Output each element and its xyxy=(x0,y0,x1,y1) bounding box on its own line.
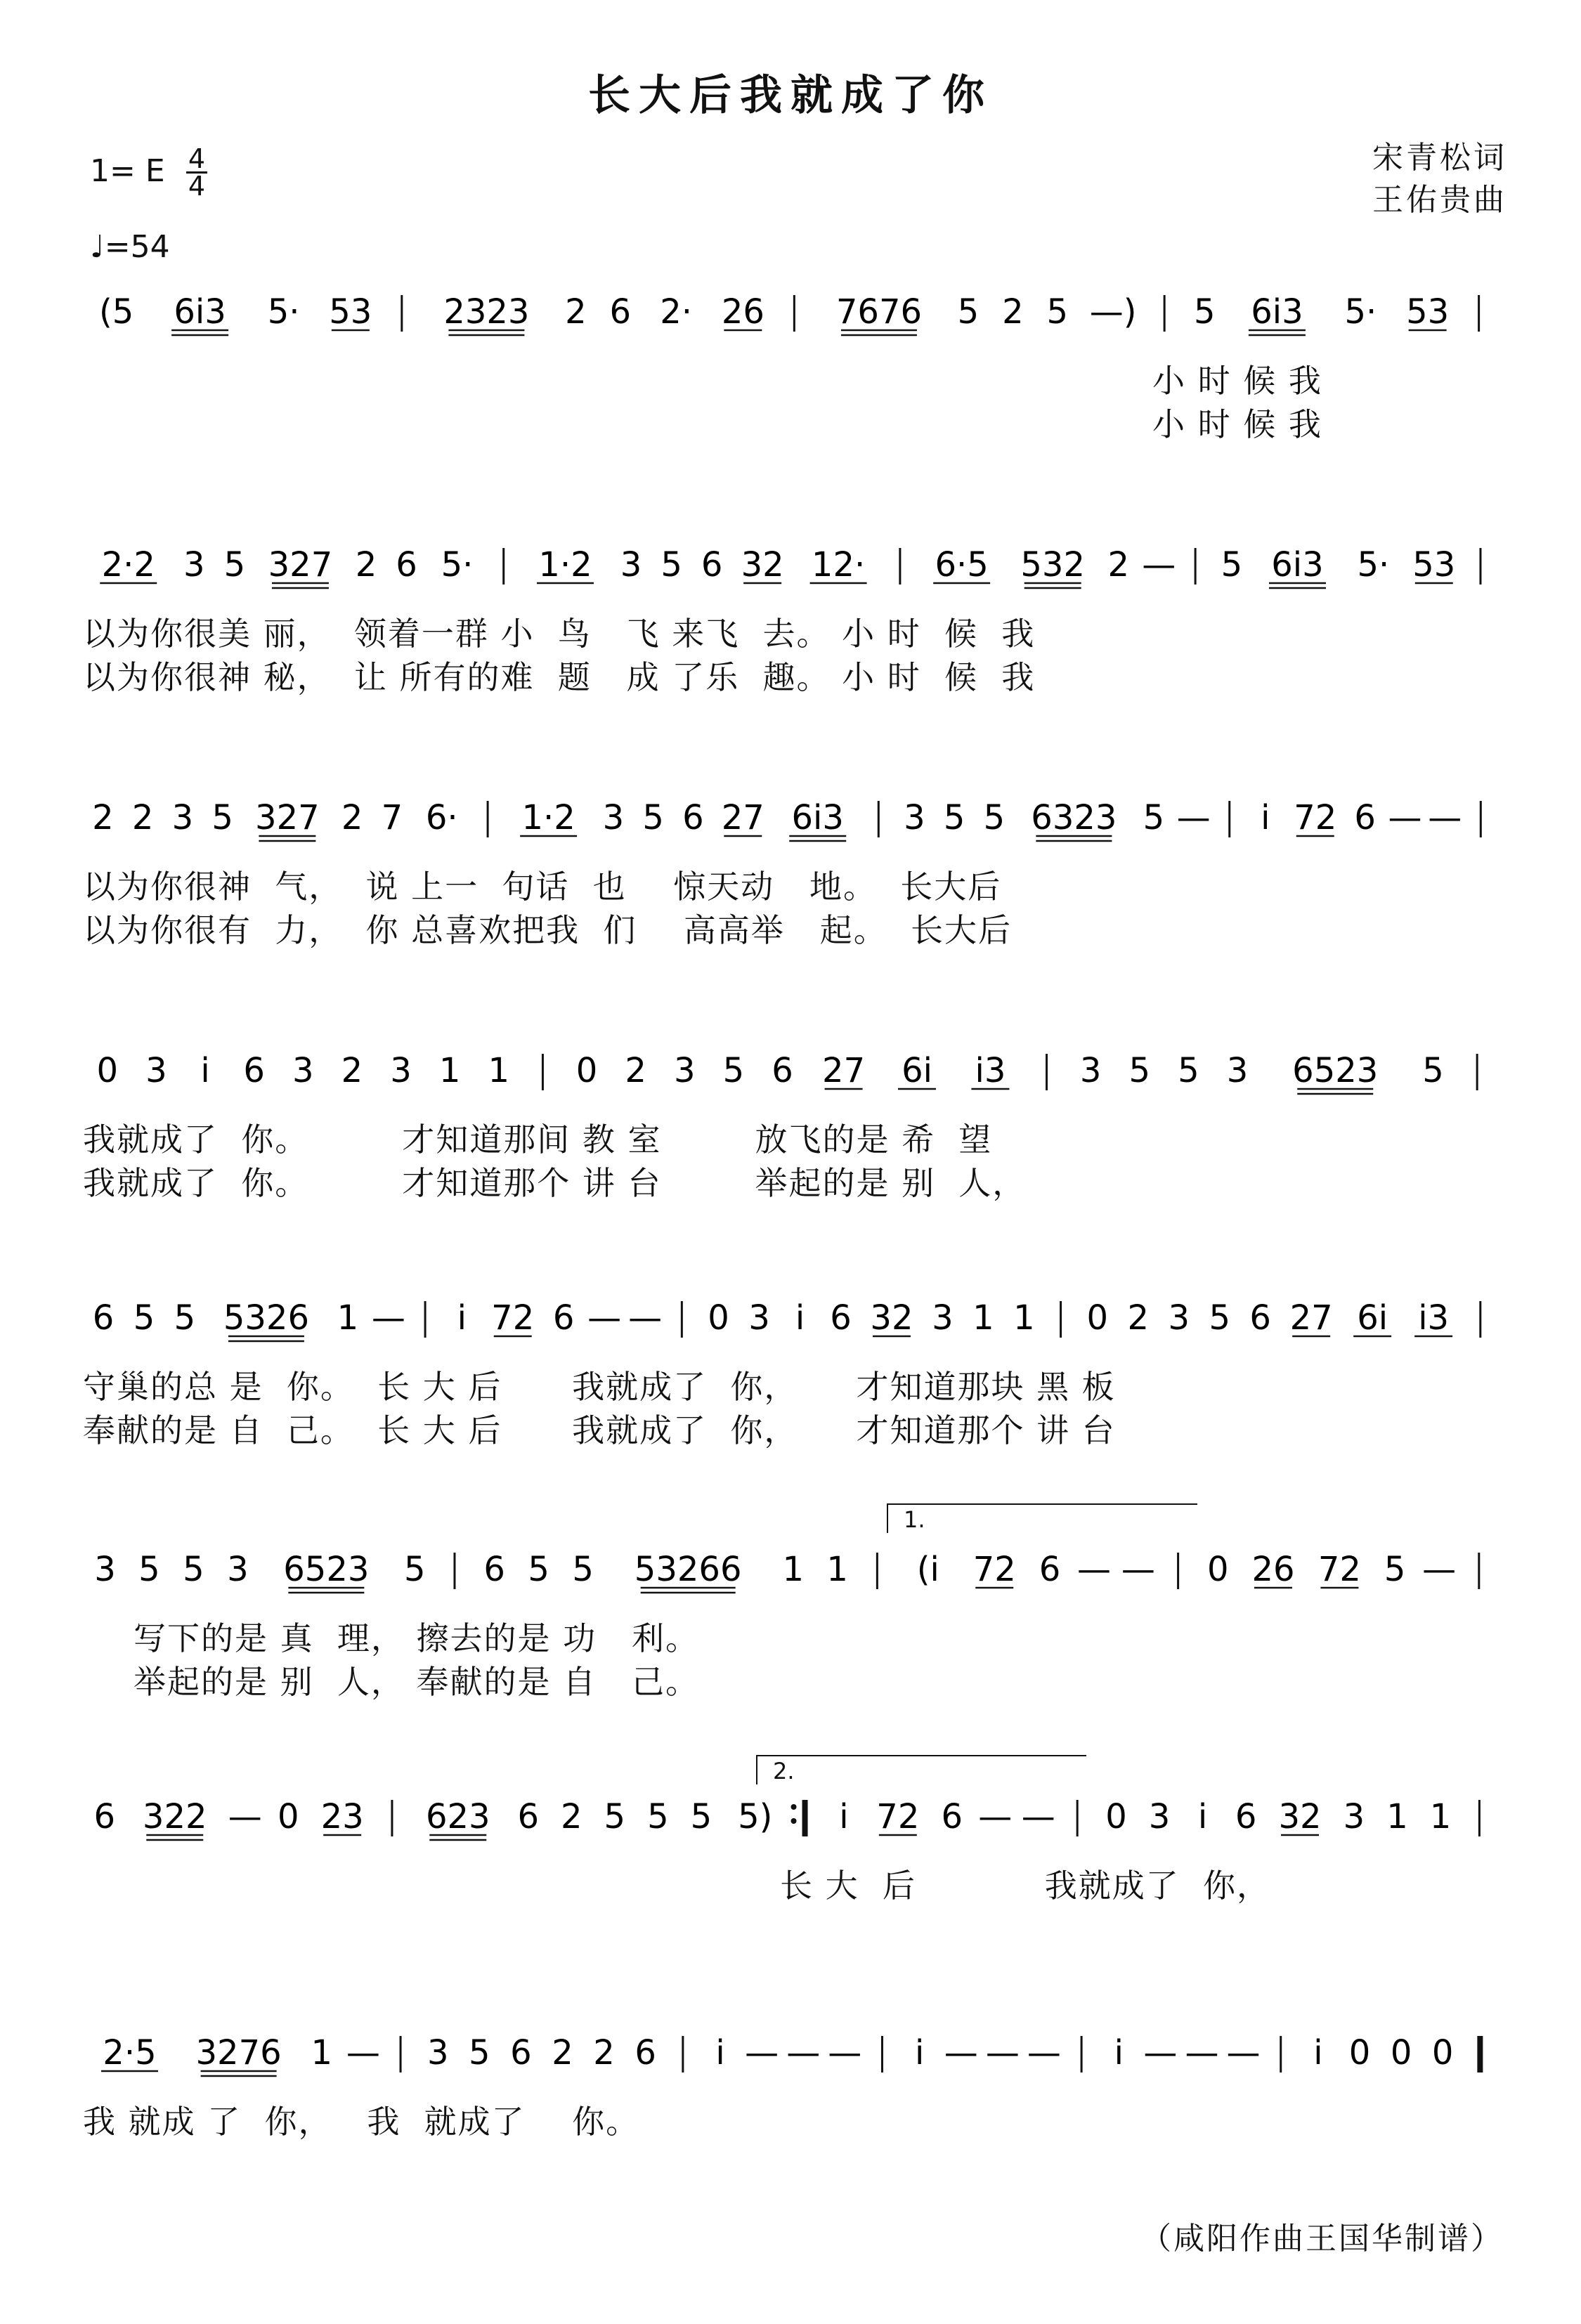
note: i3 xyxy=(1418,1298,1450,1338)
note: 32 xyxy=(870,1298,913,1338)
note: 3 xyxy=(1079,1051,1102,1090)
note: 532 xyxy=(1020,545,1086,585)
note: 3 xyxy=(620,545,642,585)
note: 5 xyxy=(1193,292,1216,332)
note: 0 xyxy=(1431,2033,1454,2072)
note: — xyxy=(1422,1550,1457,1589)
note: 1·2 xyxy=(521,798,575,837)
note: 3 xyxy=(94,1550,116,1589)
lyric-line: 我 就成 了 你， 我 就成了 你。 xyxy=(83,2103,640,2141)
note: — xyxy=(371,1298,405,1338)
note: 72 xyxy=(1294,798,1337,837)
note: 53 xyxy=(1406,292,1450,332)
note: 0 xyxy=(277,1797,299,1836)
note: — xyxy=(1185,2033,1219,2072)
note: 6 xyxy=(941,1797,963,1836)
note: 5 xyxy=(722,1051,745,1090)
note: 3 xyxy=(1168,1298,1190,1338)
note: 6i3 xyxy=(1271,545,1324,585)
note: 5 xyxy=(1046,292,1069,332)
note: — xyxy=(1076,1550,1111,1589)
note: 5 xyxy=(1422,1051,1444,1090)
note: i xyxy=(1197,1797,1208,1836)
note: i xyxy=(839,1797,849,1836)
note: 5 xyxy=(183,1550,204,1589)
time-signature-top: 4 xyxy=(188,143,206,174)
note: 6· xyxy=(425,798,458,837)
note: i xyxy=(200,1051,210,1090)
note: 1 xyxy=(438,1051,461,1090)
note: 5 xyxy=(1143,798,1165,837)
note: i xyxy=(795,1298,805,1338)
note: — xyxy=(978,1797,1013,1836)
note: 5 xyxy=(1384,1550,1406,1589)
note: 1 xyxy=(1429,1797,1452,1836)
lyric-line: 以为你很有 力， 你 总喜欢把我 们 高高举 起。 长大后 xyxy=(83,911,1012,949)
note: — xyxy=(628,1298,663,1338)
lyric-line: 写下的是 真 理， 擦去的是 功 利。 xyxy=(134,1619,699,1657)
note: 2 xyxy=(341,1051,363,1090)
note: 2 xyxy=(355,545,377,585)
note: 6 xyxy=(93,1797,116,1836)
note: 2 xyxy=(92,798,114,837)
volta-bracket-1 xyxy=(887,1503,1197,1533)
note: 3 xyxy=(145,1051,167,1090)
note: — xyxy=(1388,798,1422,837)
note: 1 xyxy=(972,1298,994,1338)
note: 2 xyxy=(593,2033,615,2072)
note: 6i3 xyxy=(174,292,226,332)
note: 32 xyxy=(741,545,784,585)
note: 2323 xyxy=(443,292,530,332)
note: 5· xyxy=(267,292,300,332)
note: — xyxy=(1428,798,1462,837)
note: 5 xyxy=(223,545,246,585)
note: — xyxy=(1027,2033,1061,2072)
note: 6·5 xyxy=(935,545,989,585)
note: i xyxy=(457,1298,467,1338)
note: 5 xyxy=(642,798,664,837)
note: 0 xyxy=(1086,1298,1109,1338)
note: 5 xyxy=(957,292,980,332)
note: 23 xyxy=(320,1797,364,1836)
note: i xyxy=(715,2033,725,2072)
note: 5· xyxy=(1357,545,1390,585)
note: 0 xyxy=(575,1051,598,1090)
note: — xyxy=(828,2033,862,2072)
note: 5 xyxy=(943,798,965,837)
composer-credit: 王佑贵曲 xyxy=(1372,182,1507,218)
note: 3 xyxy=(292,1051,314,1090)
lyricist-credit: 宋青松词 xyxy=(1372,140,1507,176)
page-title: 长大后我就成了你 xyxy=(588,71,993,120)
volta-label-2: 2. xyxy=(773,1758,795,1784)
note: 0 xyxy=(708,1298,729,1338)
note: 1 xyxy=(1013,1298,1035,1338)
note: — xyxy=(985,2033,1020,2072)
lyric-line: 以为你很神 气， 说 上一 句话 也 惊天动 地。 长大后 xyxy=(83,868,1002,906)
note: 5· xyxy=(1344,292,1377,332)
note: 6i3 xyxy=(791,798,844,837)
note: 3 xyxy=(602,798,625,837)
note: 5 xyxy=(174,1298,196,1338)
note: 2·2 xyxy=(101,545,155,585)
note: — xyxy=(1142,545,1176,585)
note: 2 xyxy=(552,2033,573,2072)
note: 1 xyxy=(337,1298,359,1338)
note: 1 xyxy=(311,2033,333,2072)
note: 27 xyxy=(721,798,765,837)
note: 5 xyxy=(1178,1051,1199,1090)
lyric-line: 奉献的是 自 己。 长 大 后 我就成了 你， 才知道那个 讲 台 xyxy=(83,1411,1116,1449)
note: 26 xyxy=(1251,1550,1295,1589)
note: 2 xyxy=(131,798,154,837)
tempo-marking: ♩=54 xyxy=(90,229,170,265)
note: 2 xyxy=(561,1797,583,1836)
note: 3 xyxy=(427,2033,449,2072)
note: 3 xyxy=(932,1298,954,1338)
lyric-line: 长 大 后 我就成了 你， xyxy=(780,1867,1270,1905)
note: 3 xyxy=(674,1051,696,1090)
note: 5 xyxy=(604,1797,626,1836)
note: 72 xyxy=(491,1298,535,1338)
lyric-line: 以为你很神 秘， 让 所有的难 题 成 了乐 趣。 小 时 候 我 xyxy=(83,658,1036,696)
note: — xyxy=(346,2033,380,2072)
note: 1 xyxy=(1386,1797,1408,1836)
note: 53266 xyxy=(634,1550,742,1589)
note: 6 xyxy=(396,545,417,585)
note: 53 xyxy=(329,292,372,332)
lyric-line: 我就成了 你。 才知道那个 讲 台 举起的是 别 人， xyxy=(83,1164,1027,1202)
note: 623 xyxy=(425,1797,490,1836)
note: 5 xyxy=(404,1550,426,1589)
note: i xyxy=(914,2033,925,2072)
lyric-line: 以为你很美 丽， 领着一群 小 鸟 飞 来飞 去。 小 时 候 我 xyxy=(83,615,1036,653)
note: 6 xyxy=(830,1298,852,1338)
note: 5· xyxy=(441,545,474,585)
note: 1·2 xyxy=(538,545,592,585)
time-signature xyxy=(186,143,207,202)
note: 6 xyxy=(517,1797,540,1836)
note: 3 xyxy=(171,798,194,837)
note: 6 xyxy=(609,292,632,332)
note: 3 xyxy=(390,1051,412,1090)
note: 2 xyxy=(625,1051,646,1090)
note: 5 xyxy=(661,545,682,585)
time-signature-bottom: 4 xyxy=(188,171,206,202)
note: — xyxy=(1021,1797,1055,1836)
volta-bracket-2 xyxy=(756,1755,1086,1784)
note: 3 xyxy=(748,1298,770,1338)
note: 3 xyxy=(1226,1051,1249,1090)
note: i xyxy=(1313,2033,1323,2072)
note: 6i3 xyxy=(1251,292,1303,332)
note: 6 xyxy=(701,545,723,585)
note: — xyxy=(786,2033,821,2072)
note: 5 xyxy=(528,1550,549,1589)
note: 3276 xyxy=(195,2033,282,2072)
note: 327 xyxy=(268,545,333,585)
note: — xyxy=(745,2033,779,2072)
note: — xyxy=(1176,798,1211,837)
note: 26 xyxy=(721,292,765,332)
note: 6 xyxy=(510,2033,532,2072)
note: 6323 xyxy=(1031,798,1117,837)
note: 6 xyxy=(552,1298,575,1338)
note: i xyxy=(1114,2033,1124,2072)
note: 2·5 xyxy=(103,2033,157,2072)
note: 5 xyxy=(1221,545,1243,585)
note: 3 xyxy=(1148,1797,1171,1836)
note: 27 xyxy=(1289,1298,1333,1338)
note: 2 xyxy=(565,292,587,332)
note: 6523 xyxy=(1292,1051,1379,1090)
note: 5326 xyxy=(223,1298,310,1338)
note: 6i xyxy=(1357,1298,1388,1338)
note: — xyxy=(944,2033,978,2072)
note: 5 xyxy=(983,798,1006,837)
note: 5) xyxy=(738,1797,773,1836)
note: 2 xyxy=(341,798,363,837)
note: 6 xyxy=(635,2033,656,2072)
note: 6 xyxy=(1249,1298,1271,1338)
note: 5 xyxy=(1128,1051,1151,1090)
note: 0 xyxy=(96,1051,119,1090)
note: 6 xyxy=(243,1051,265,1090)
note: 2 xyxy=(1127,1298,1150,1338)
note: 322 xyxy=(142,1797,207,1836)
note: 5 xyxy=(133,1298,155,1338)
note: 3 xyxy=(183,545,205,585)
note: 1 xyxy=(488,1051,510,1090)
note: —) xyxy=(1089,292,1137,332)
lyric-line: 小 时 候 我 xyxy=(1152,405,1322,443)
notation-line xyxy=(0,281,1581,400)
note: 12· xyxy=(811,545,866,585)
note: 6 xyxy=(1039,1550,1061,1589)
note: 5 xyxy=(469,2033,490,2072)
note: 5 xyxy=(1209,1298,1230,1338)
volta-label-1: 1. xyxy=(904,1506,925,1533)
note: 2 xyxy=(1107,545,1130,585)
note: 3 xyxy=(904,798,925,837)
note: 72 xyxy=(876,1797,920,1836)
lyric-line: 举起的是 别 人， 奉献的是 自 己。 xyxy=(134,1663,699,1701)
note: 2 xyxy=(1002,292,1024,332)
note: 3 xyxy=(227,1550,249,1589)
note: 5 xyxy=(212,798,233,837)
note: (i xyxy=(916,1550,939,1589)
note: 0 xyxy=(1206,1550,1229,1589)
note: 7 xyxy=(381,798,403,837)
note: (5 xyxy=(98,292,134,332)
lyric-line: 我就成了 你。 才知道那间 教 室 放飞的是 希 望 xyxy=(83,1121,993,1158)
score-system xyxy=(0,2033,1581,2324)
note: 5 xyxy=(690,1797,713,1836)
note: 0 xyxy=(1390,2033,1412,2072)
note: 327 xyxy=(255,798,320,837)
repeat-dot xyxy=(791,1804,797,1810)
note: 5 xyxy=(572,1550,594,1589)
repeat-dot xyxy=(791,1818,797,1824)
note: 6 xyxy=(682,798,704,837)
note: 6 xyxy=(92,1298,115,1338)
note: 2· xyxy=(660,292,693,332)
note: 5 xyxy=(647,1797,669,1836)
note: — xyxy=(587,1298,622,1338)
note: 0 xyxy=(1348,2033,1371,2072)
note: 27 xyxy=(822,1051,866,1090)
note: 6i xyxy=(902,1051,932,1090)
note: 72 xyxy=(1318,1550,1361,1589)
note: 5 xyxy=(138,1550,160,1589)
note: — xyxy=(1143,2033,1178,2072)
note: 7676 xyxy=(835,292,923,332)
note: 3 xyxy=(1343,1797,1365,1836)
note: — xyxy=(1121,1550,1155,1589)
transcriber-note: （咸阳作曲王国华制谱） xyxy=(1140,2221,1504,2257)
key-signature: 1= E xyxy=(90,153,165,189)
note: 6 xyxy=(483,1550,505,1589)
note: 6523 xyxy=(283,1550,370,1589)
note: i3 xyxy=(975,1051,1006,1090)
note: 6 xyxy=(772,1051,793,1090)
note: 1 xyxy=(826,1550,848,1589)
note: 53 xyxy=(1412,545,1456,585)
note: i xyxy=(1261,798,1270,837)
note: 0 xyxy=(1105,1797,1127,1836)
note: — xyxy=(228,1797,262,1836)
note: 32 xyxy=(1278,1797,1322,1836)
note: 1 xyxy=(782,1550,804,1589)
note: 6 xyxy=(1354,798,1376,837)
note: 72 xyxy=(972,1550,1016,1589)
lyric-line: 小 时 候 我 xyxy=(1152,362,1322,400)
lyric-line: 守巢的总 是 你。 长 大 后 我就成了 你， 才知道那块 黑 板 xyxy=(83,1368,1116,1406)
note: — xyxy=(1226,2033,1261,2072)
note: 6 xyxy=(1235,1797,1257,1836)
